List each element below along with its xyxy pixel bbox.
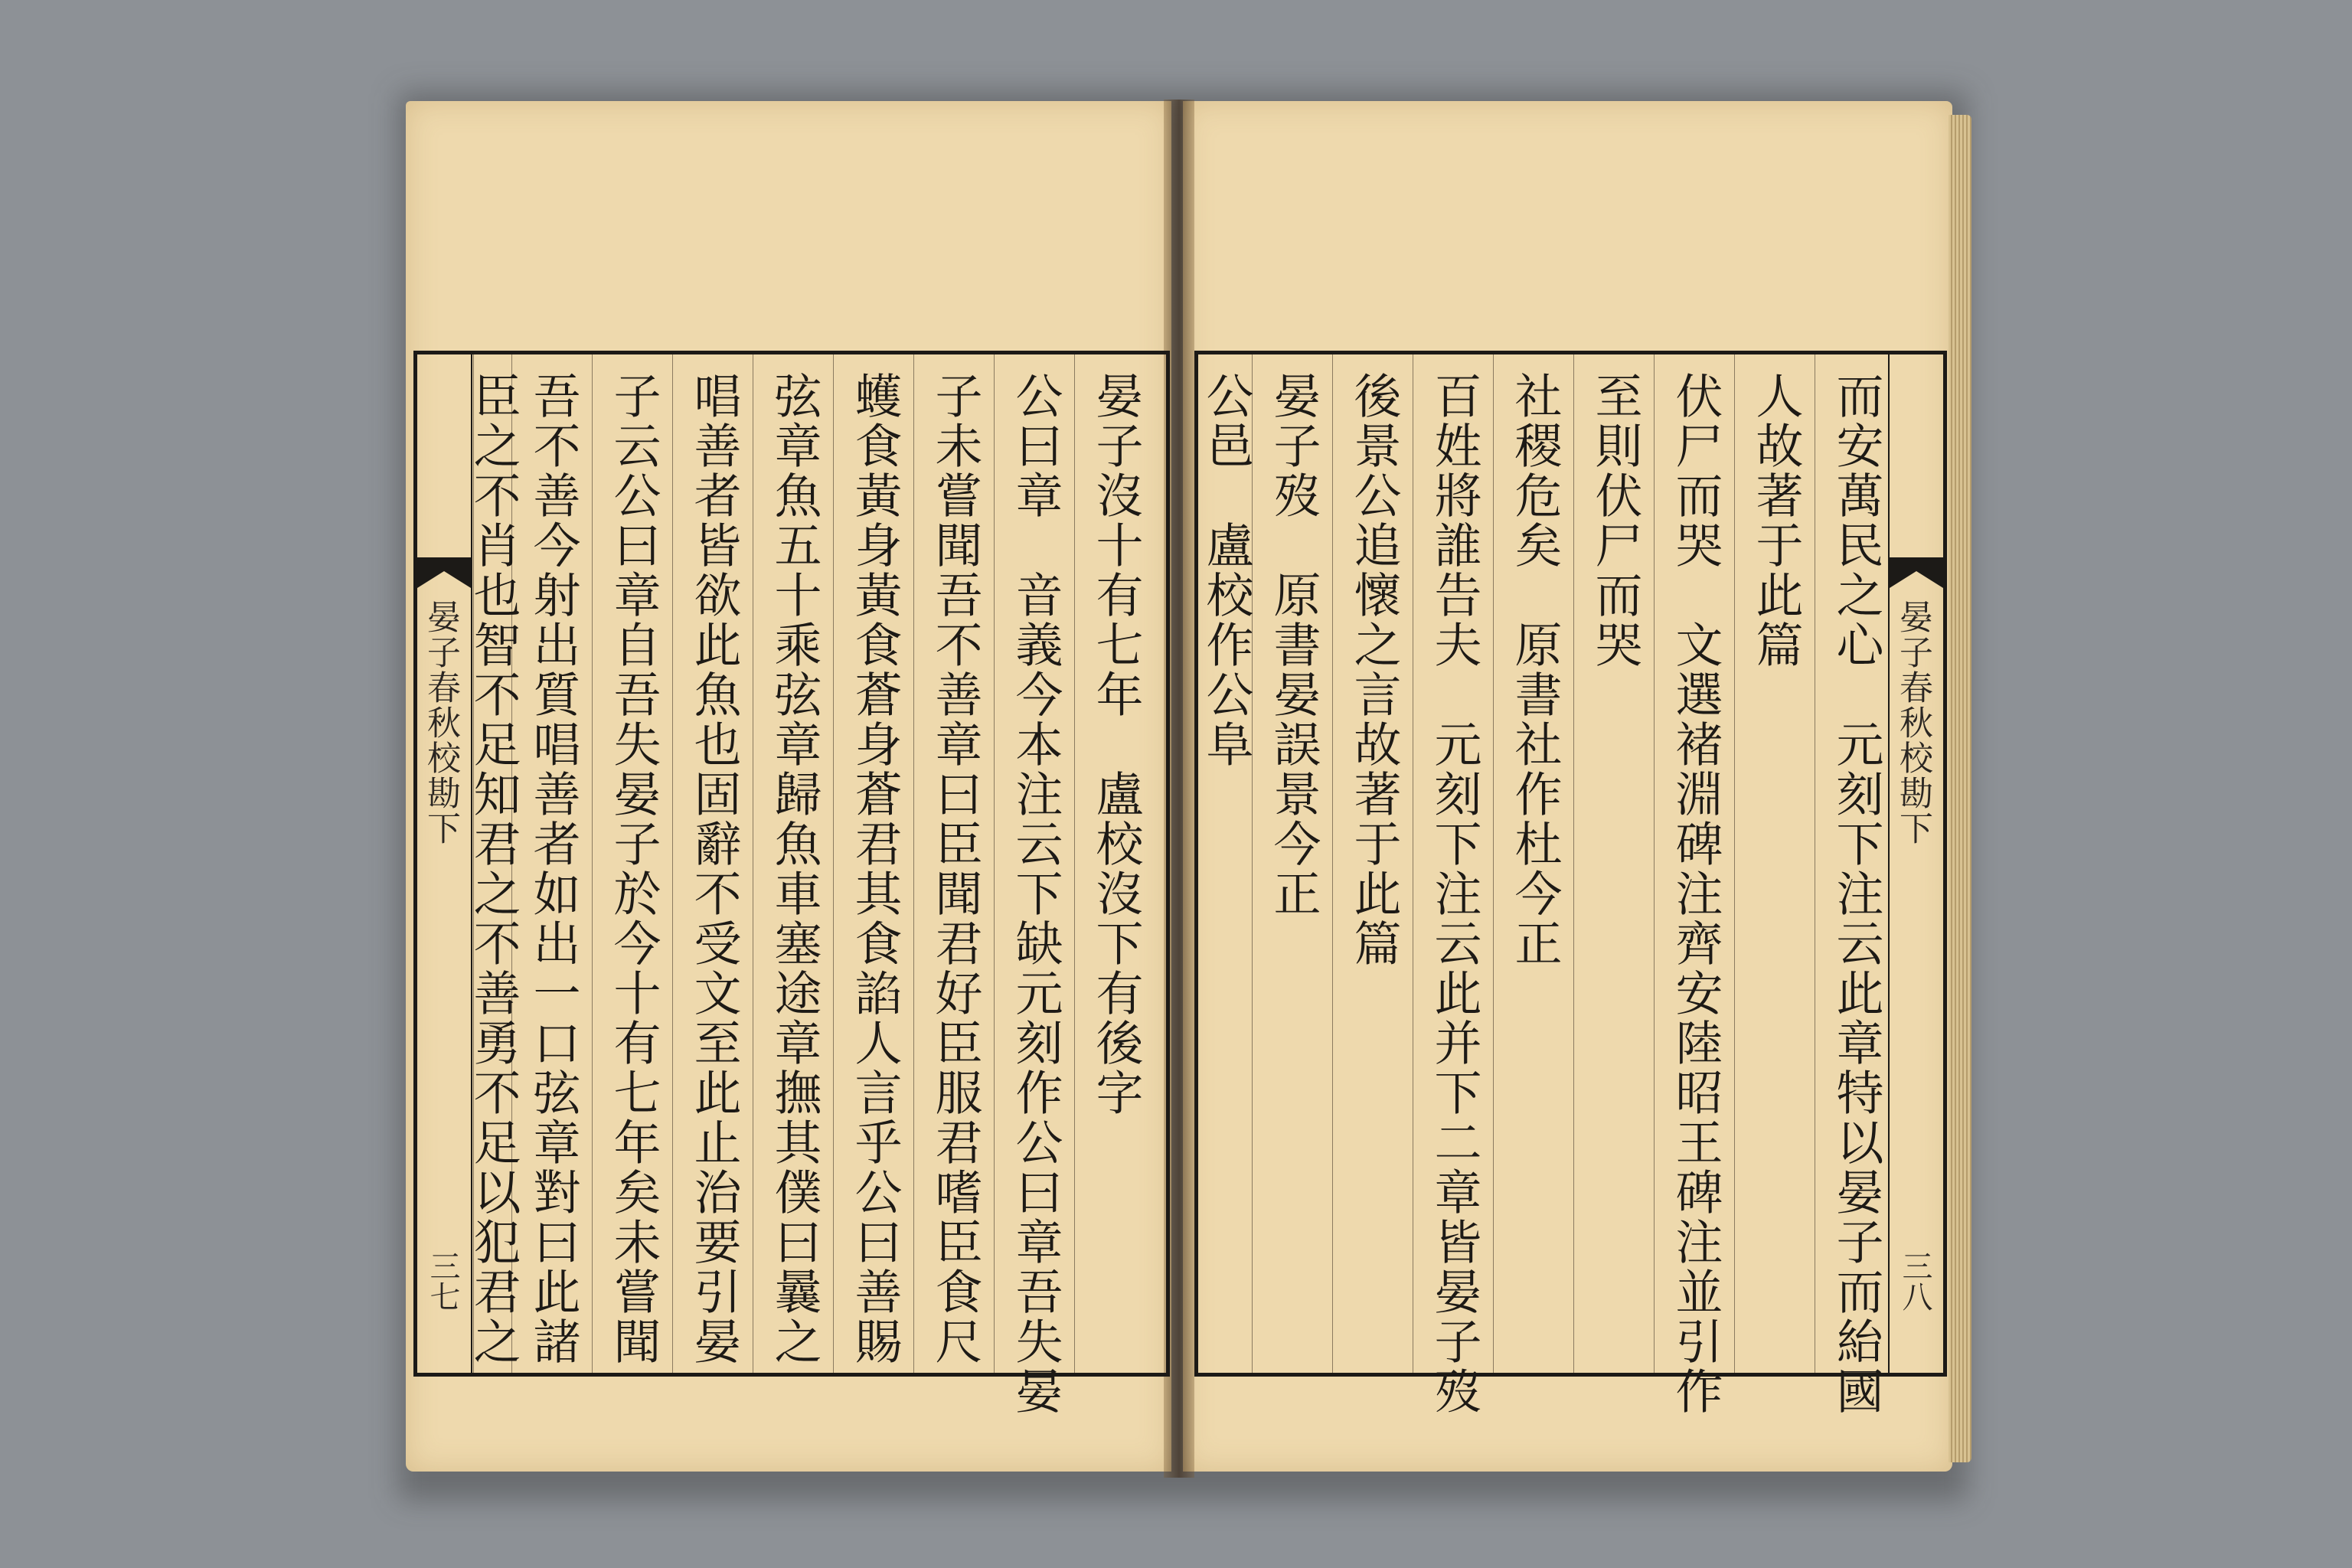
column-text: 吾不善今射出質唱善者如出一口弦章對曰此諸 (525, 371, 581, 1367)
left-text-frame (413, 351, 1170, 1416)
column-text: 後景公追懷之言故著于此篇 (1346, 371, 1402, 969)
text-column (672, 354, 753, 1373)
text-column (913, 354, 995, 1373)
column-text: 人故著于此篇 (1748, 371, 1804, 670)
column-text: 弦章魚五十乘弦章歸魚車塞途章撫其僕曰曩之 (766, 371, 822, 1367)
text-column (994, 354, 1075, 1416)
text-column (466, 354, 521, 1373)
left-banxin (416, 354, 472, 1373)
text-column (1332, 354, 1413, 1373)
banxin-page-number: 三七 (425, 1250, 460, 1312)
right-banxin (1888, 354, 1945, 1373)
text-column (833, 354, 914, 1373)
column-text: 至則伏尸而哭 (1587, 371, 1643, 670)
column-text: 公曰章 音義今本注云下缺元刻作公曰章吾失晏 (1008, 371, 1063, 1416)
column-text: 子云公曰章自吾失晏子於今十有七年矣未嘗聞 (606, 371, 662, 1367)
text-column (1573, 354, 1655, 1373)
banxin-title: 晏子春秋校勘下 (421, 599, 460, 846)
column-text: 公邑 盧校作公阜 (1198, 371, 1254, 769)
column-text: 晏子沒十有七年 盧校沒下有後字 (1088, 371, 1144, 1118)
text-column (1734, 354, 1815, 1373)
text-column (1654, 354, 1735, 1416)
text-column (753, 354, 834, 1373)
fish-tail-icon (1890, 557, 1943, 588)
text-column (1413, 354, 1494, 1416)
text-column (1074, 354, 1155, 1373)
column-text: 社稷危矣 原書社作杜今正 (1507, 371, 1563, 969)
column-text: 臣之不肖也智不足知君之不善勇不足以犯君之 (466, 371, 521, 1367)
column-text: 晏子歿 原書晏誤景今正 (1266, 371, 1321, 919)
banxin-title: 晏子春秋校勘下 (1893, 599, 1932, 846)
column-text: 唱善者皆欲此魚也固辭不受文至此止治要引晏 (686, 371, 742, 1367)
text-column (1252, 354, 1333, 1373)
text-column (1815, 354, 1896, 1416)
column-text: 百姓將誰告夫 元刻下注云此并下二章皆晏子歿 (1426, 371, 1482, 1416)
text-column (1194, 354, 1253, 1373)
column-text: 子未嘗聞吾不善章曰臣聞君好臣服君嗜臣食尺 (927, 371, 983, 1367)
text-column (592, 354, 673, 1373)
column-text: 蠖食黃身黃食蒼身蒼君其食諂人言乎公曰善賜 (847, 371, 903, 1367)
text-column (511, 354, 593, 1373)
column-text: 伏尸而哭 文選褚淵碑注齊安陸昭王碑注並引作 (1668, 371, 1723, 1416)
text-column (1493, 354, 1574, 1373)
column-text: 而安萬民之心 元刻下注云此章特以晏子而紿國 (1828, 371, 1884, 1416)
banxin-page-number: 三八 (1897, 1250, 1932, 1312)
fish-tail-icon (417, 557, 471, 588)
page-edges (1949, 115, 1971, 1462)
right-text-frame (1194, 351, 1947, 1416)
